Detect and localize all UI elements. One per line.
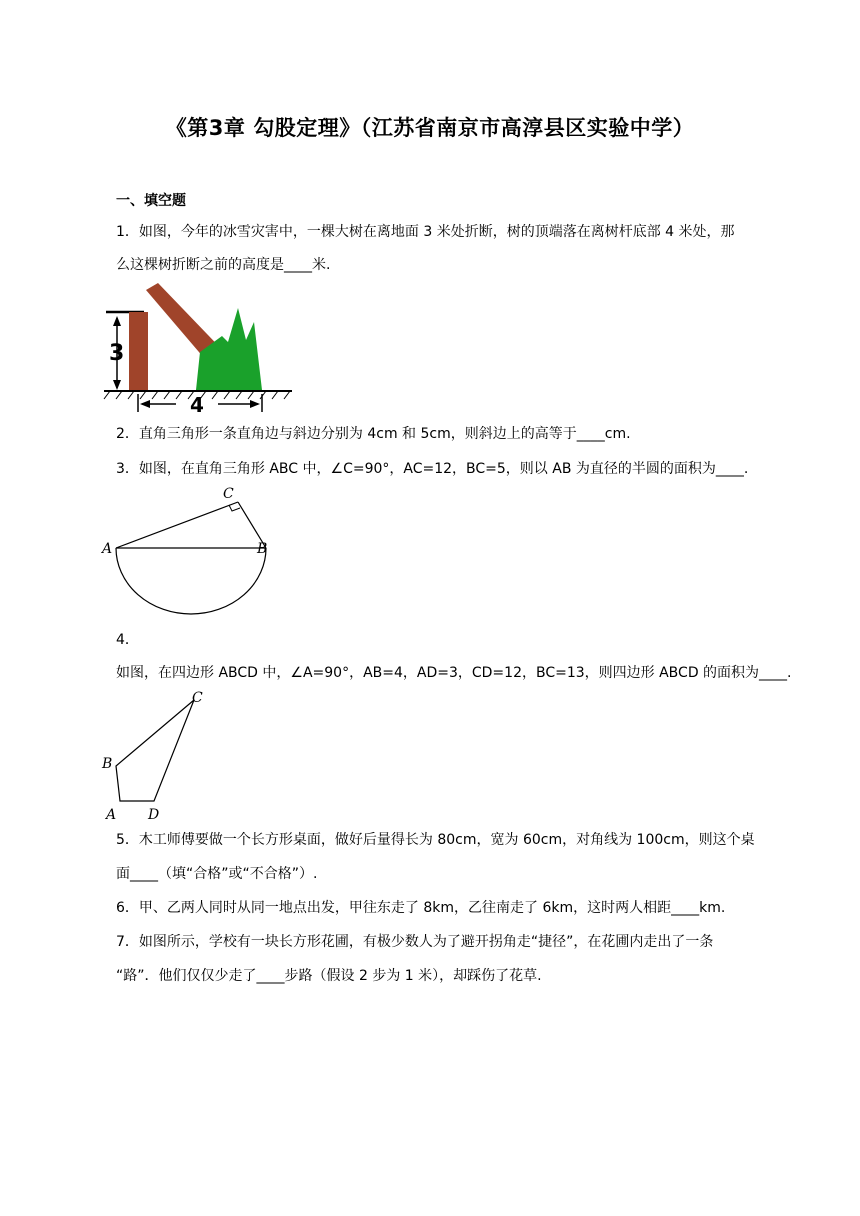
q4-text: 如图，在四边形 ABCD 中，∠A=90°，AB=4，AD=3，CD=12，BC=13，则四边形 ABCD 的面积为____. xyxy=(116,665,792,681)
q4-label-c: C xyxy=(192,690,203,706)
q1-arrow-up xyxy=(113,316,121,326)
q4-label-a: A xyxy=(106,807,117,823)
q2-text: 2．直角三角形一条直角边与斜边分别为 4cm 和 5cm，则斜边上的高等于____cm. xyxy=(116,426,631,442)
q5-text-line1: 5．木工师傅要做一个长方形桌面，做好后量得长为 80cm，宽为 60cm，对角线为 100cm，则这个桌 xyxy=(116,832,755,848)
q3-semicircle xyxy=(116,548,266,614)
q7-text-line2: “路”．他们仅仅少走了____步路（假设 2 步为 1 米），却踩伤了花草. xyxy=(116,968,542,984)
page-title: 《第3章 勾股定理》（江苏省南京市高淳县区实验中学） xyxy=(165,116,695,140)
q1-arrow-left xyxy=(140,400,150,408)
section-heading: 一、填空题 xyxy=(116,193,186,209)
q4-label-b: B xyxy=(102,756,113,772)
q3-triangle-semicircle-figure xyxy=(100,484,280,614)
q1-distance-label: 4 xyxy=(190,393,204,417)
q3-label-b: B xyxy=(257,541,268,557)
q1-text-line2: 么这棵树折断之前的高度是____米. xyxy=(116,257,331,273)
q1-height-label: 3 xyxy=(109,341,125,366)
q4-quadrilateral-figure xyxy=(100,688,220,823)
q3-label-a: A xyxy=(102,541,113,557)
q6-text: 6．甲、乙两人同时从同一地点出发，甲往东走了 8km，乙往南走了 6km，这时两人相距____km. xyxy=(116,900,726,916)
q3-text: 3．如图，在直角三角形 ABC 中，∠C=90°，AC=12，BC=5，则以 AB 为直径的半圆的面积为____. xyxy=(116,461,749,477)
q4-number: 4． xyxy=(116,632,139,648)
q1-broken-tree-figure xyxy=(104,280,294,417)
q7-text-line1: 7．如图所示，学校有一块长方形花圃，有极少数人为了避开拐角走“捷径”，在花圃内走出了一条 xyxy=(116,934,714,950)
q3-side-ac xyxy=(116,502,238,548)
q1-tree-trunk xyxy=(129,312,148,391)
q5-text-line2: 面____（填“合格”或“不合格”）. xyxy=(116,866,318,882)
q1-arrow-down xyxy=(113,380,121,390)
q1-text-line1: 1．如图，今年的冰雪灾害中，一棵大树在离地面 3 米处折断，树的顶端落在离树杆底部 4 米处，那 xyxy=(116,224,735,240)
q1-arrow-right xyxy=(250,400,260,408)
q3-label-c: C xyxy=(223,486,234,502)
q3-right-angle-mark xyxy=(229,505,240,511)
q4-label-d: D xyxy=(148,807,160,823)
q1-tree-crown xyxy=(196,308,262,390)
q4-quadrilateral-abcd xyxy=(116,700,194,801)
